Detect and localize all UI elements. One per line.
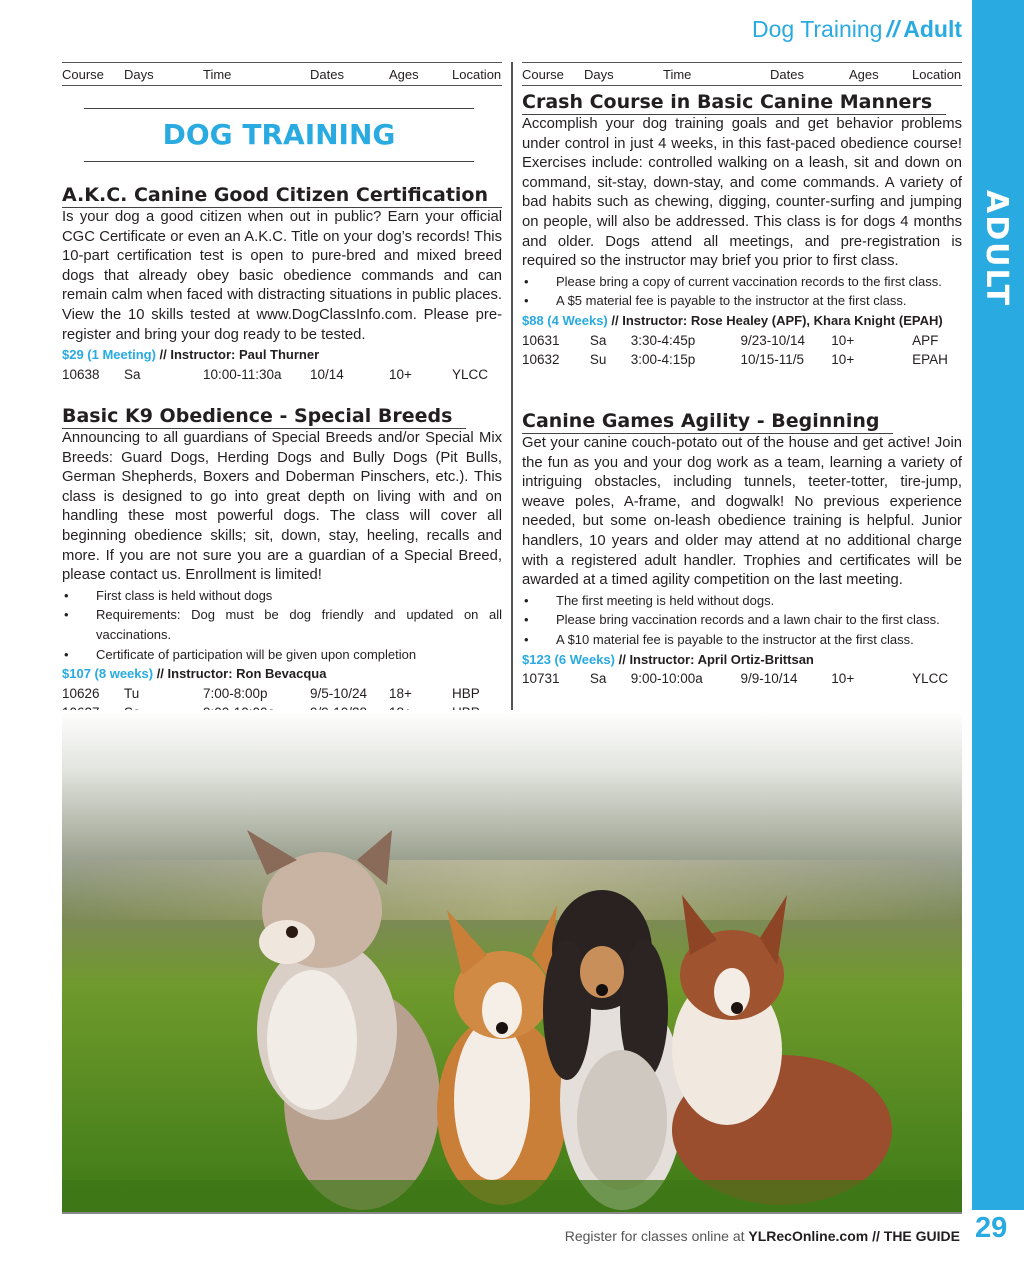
session-days: Sa xyxy=(589,671,607,687)
course-title: Canine Games Agility - Beginning xyxy=(522,410,893,434)
session-course: 10631 xyxy=(522,332,560,348)
session-days: Tu xyxy=(124,685,140,701)
col-course: Course xyxy=(62,66,104,82)
session-course: 10731 xyxy=(522,671,560,687)
note-item: • The first meeting is held without dogs. xyxy=(522,591,962,611)
session-time: 3:30-4:45p xyxy=(630,332,696,348)
col-time: Time xyxy=(663,66,692,82)
col-course: Course xyxy=(522,66,564,82)
col-days: Days xyxy=(124,66,154,82)
session-course: 10632 xyxy=(522,352,560,368)
course-title: Basic K9 Obedience - Special Breeds xyxy=(62,405,466,429)
note-item: • A $10 material fee is payable to the instructor at the first class. xyxy=(522,630,962,650)
session-course: 10626 xyxy=(62,685,100,701)
footer xyxy=(565,1228,960,1244)
course-price: $107 (8 weeks) xyxy=(62,666,154,682)
session-days: Sa xyxy=(589,332,607,348)
col-days: Days xyxy=(584,66,614,82)
page-number: 29 xyxy=(975,1212,1008,1244)
session-location: EPAH xyxy=(912,352,948,368)
session-days: Su xyxy=(589,352,607,368)
column-header-right xyxy=(522,62,962,86)
header-separator: // xyxy=(886,16,900,42)
course-instructor: // Instructor: Paul Thurner xyxy=(155,347,320,363)
course-agility-beginning xyxy=(522,410,962,689)
footer-prefix: Register for classes online at xyxy=(564,1228,749,1244)
session-row xyxy=(522,331,962,351)
note-item: • Please bring vaccination records and a lawn chair to the first class. xyxy=(522,610,962,630)
course-title: Crash Course in Basic Canine Manners xyxy=(522,91,946,115)
col-location: Location xyxy=(912,66,962,82)
session-time: 9:00-10:00a xyxy=(630,671,703,687)
session-row xyxy=(62,684,502,704)
course-price: $29 (1 Meeting) xyxy=(62,347,156,363)
session-dates: 9/9-10/14 xyxy=(740,671,798,687)
session-location: YLCC xyxy=(452,366,489,382)
course-description: Accomplish your dog training goals and get behavior problems under control in just 4 weeks, in this fast-paced obedience course! Exercises include: controlled walking on a leash, sit and down on command, sit-stay, down-stay, and come commands. A variety of bad habits such as chewing, digging, counter-surfing and jumping on people, will also be addressed. This class is for dogs 4 months and older. Dogs attend all meetings, and pre-registration is required so the instructor may brief you prior to first class. xyxy=(522,116,962,270)
course-description: Announcing to all guardians of Special Breeds and/or Special Mix Breeds: Guard Dogs, Herding Dogs and Bully Dogs (Pit Bulls, German Shepherds, Boxers and Doberman Pinschers, etc.). This class is designed to go into great depth on living with and on handling these most powerful dogs. The class will cover all beginning obedience skills; sit, down, stay, heeling, recalls and more. If you are not sure you are a guardian of a Special Breed, please contact us. Enrollment is limited! xyxy=(62,430,502,584)
section-title: DOG TRAINING xyxy=(162,118,396,151)
session-ages: 10+ xyxy=(831,332,855,348)
dogs-photo xyxy=(62,710,962,1212)
course-price: $88 (4 Weeks) xyxy=(522,312,608,328)
course-instructor: // Instructor: Rose Healey (APF), Khara Knight (EPAH) xyxy=(607,312,943,328)
col-dates: Dates xyxy=(770,66,804,82)
col-location: Location xyxy=(452,66,502,82)
header-title: Dog Training xyxy=(752,16,883,42)
note-item: • Certificate of participation will be given upon completion xyxy=(62,645,502,665)
header-subtitle: Adult xyxy=(903,16,962,42)
course-k9-special-breeds xyxy=(62,405,502,723)
note-item: • Please bring a copy of current vaccination records to the first class. xyxy=(522,272,962,292)
side-tab xyxy=(972,0,1024,1210)
session-location: HBP xyxy=(452,685,480,701)
column-divider xyxy=(511,62,513,742)
course-fee xyxy=(522,650,962,670)
session-time: 3:00-4:15p xyxy=(630,352,696,368)
course-notes xyxy=(522,591,962,650)
col-time: Time xyxy=(203,66,232,82)
course-fee xyxy=(62,664,502,684)
session-row xyxy=(522,350,962,370)
col-ages: Ages xyxy=(389,66,419,82)
session-row xyxy=(522,669,962,689)
session-days: Sa xyxy=(124,366,141,382)
note-item: • First class is held without dogs xyxy=(62,586,502,606)
section-title-block xyxy=(84,108,474,162)
session-time: 10:00-11:30a xyxy=(203,366,282,382)
col-dates: Dates xyxy=(310,66,344,82)
session-ages: 10+ xyxy=(831,671,855,687)
column-header-left xyxy=(62,62,502,86)
course-crash-course xyxy=(522,91,962,370)
footer-rule xyxy=(62,1212,962,1214)
course-price: $123 (6 Weeks) xyxy=(522,651,615,667)
note-item: • A $5 material fee is payable to the instructor at the first class. xyxy=(522,291,962,311)
course-description: Is your dog a good citizen when out in public? Earn your official CGC Certificate or even an A.K.C. Title on your dog’s records! This 10-part certification test is open to pure-bred and mixed breed dogs that already obey basic obedience commands and can remain calm when faced with distracting situations in public places. View the 10 skills tested at www.DogClassInfo.com. Please pre-register and bring your dog ready to be tested. xyxy=(62,209,502,343)
session-dates: 10/15-11/5 xyxy=(740,352,805,368)
page-header xyxy=(752,16,962,43)
session-dates: 10/14 xyxy=(310,366,344,382)
course-description: Get your canine couch-potato out of the house and get active! Join the fun as you and your dog work as a team, learning a variety of intriguing obstacles, including tunnels, teeter-totter, tire-jump, weave poles, A-frame, and dogwalk! No previous experience needed, but some on-leash obedience training is helpful. Junior handlers, 10 years and older may attend at no additional charge with a registered adult handler. Trophies and certificates will be awarded at a timed agility competition on the last meeting. xyxy=(522,435,962,589)
course-fee xyxy=(522,311,962,331)
session-course: 10638 xyxy=(62,366,100,382)
course-title: A.K.C. Canine Good Citizen Certification xyxy=(62,184,502,208)
footer-site-link[interactable]: YLRecOnline.com xyxy=(748,1228,869,1244)
session-location: APF xyxy=(912,332,939,348)
footer-guide: // THE GUIDE xyxy=(868,1228,960,1244)
session-ages: 10+ xyxy=(389,366,412,382)
note-item: • Requirements: Dog must be dog friendly and updated on all vaccinations. xyxy=(62,605,502,644)
col-ages: Ages xyxy=(849,66,879,82)
session-location: YLCC xyxy=(912,671,949,687)
side-tab-label: ADULT xyxy=(979,190,1014,308)
session-dates: 9/5-10/24 xyxy=(310,685,368,701)
session-time: 7:00-8:00p xyxy=(203,685,268,701)
course-akc-cgc xyxy=(62,184,502,384)
course-instructor: // Instructor: Ron Bevacqua xyxy=(153,666,327,682)
session-row xyxy=(62,365,502,385)
course-fee xyxy=(62,345,502,365)
session-ages: 10+ xyxy=(831,352,855,368)
session-dates: 9/23-10/14 xyxy=(740,332,806,348)
course-notes xyxy=(62,586,502,664)
course-notes xyxy=(522,272,962,311)
session-ages: 18+ xyxy=(389,685,412,701)
course-instructor: // Instructor: April Ortiz-Brittsan xyxy=(615,651,814,667)
